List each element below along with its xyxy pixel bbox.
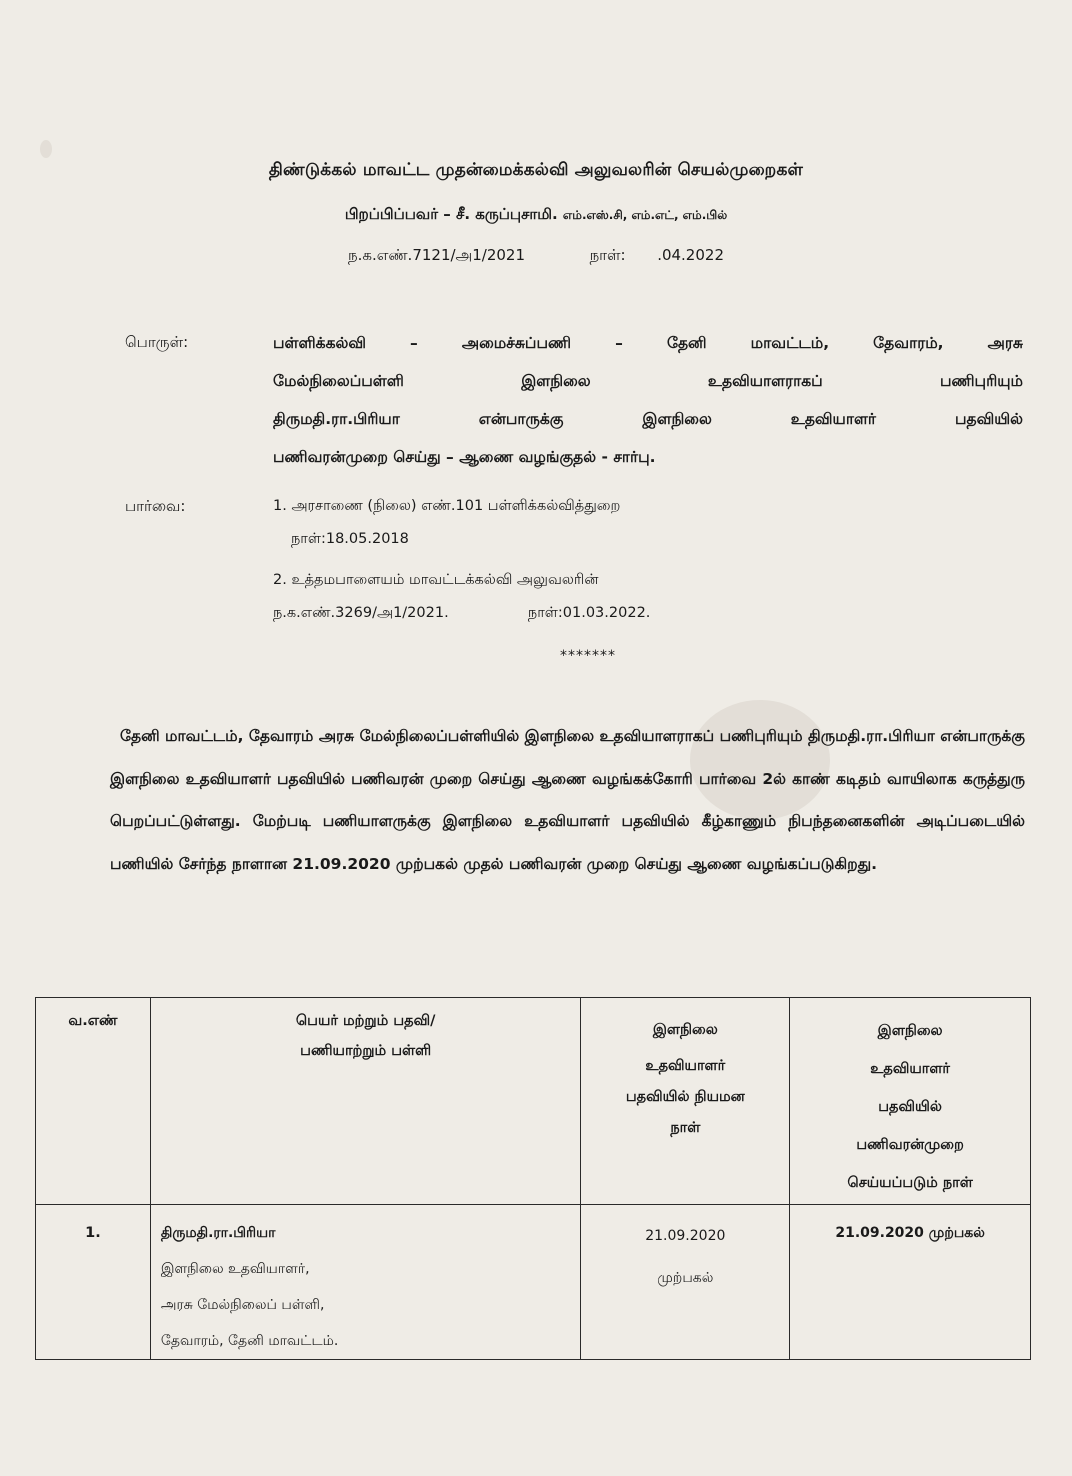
issuer-name: பிறப்பிப்பவர் – சீ. கருப்புசாமி. xyxy=(344,205,558,223)
subject-line: திருமதி.ரா.பிரியா என்பாருக்கு இளநிலை உதவியாளர் பதவியில் xyxy=(273,410,1023,428)
issuer-qualifications: எம்.எஸ்.சி, எம்.எட், எம்.பில் xyxy=(562,208,728,222)
header-regularisation-date: இளநிலை உதவியாளர் பதவியில் பணிவரன்முறை செய்யப்படும் நாள் xyxy=(790,998,1031,1205)
cell-name xyxy=(150,1205,581,1360)
issuer-line xyxy=(0,205,1072,225)
cell-appointment-date: 21.09.2020 முற்பகல் xyxy=(581,1205,790,1360)
reference-line xyxy=(0,246,1072,266)
subject-line: பள்ளிக்கல்வி – அமைச்சுப்பணி – தேனி மாவட்டம், தேவாரம், அரசு xyxy=(273,334,1023,352)
employee-school: அரசு மேல்நிலைப் பள்ளி, xyxy=(160,1297,325,1313)
reference-1: 1. அரசாணை (நிலை) எண்.101 பள்ளிக்கல்வித்துறை xyxy=(273,498,621,514)
date-label: நாள்: xyxy=(589,246,626,264)
paper-mark xyxy=(40,140,52,158)
date-value: .04.2022 xyxy=(657,246,724,264)
subject-line: பணிவரன்முறை செய்து – ஆணை வழங்குதல் - சார்பு. xyxy=(273,448,656,466)
subject-label: பொருள்: xyxy=(125,333,189,351)
reference-number: ந.க.எண்.7121/அ1/2021 xyxy=(348,246,525,264)
table-row xyxy=(36,1205,1031,1360)
cell-sno: 1. xyxy=(36,1205,151,1360)
reference-2: 2. உத்தமபாளையம் மாவட்டக்கல்வி அலுவலரின் xyxy=(273,572,599,588)
document-title: திண்டுக்கல் மாவட்ட முதன்மைக்கல்வி அலுவலரின் செயல்முறைகள் xyxy=(268,160,804,180)
employee-place: தேவாரம், தேனி மாவட்டம். xyxy=(160,1333,339,1349)
subject-text xyxy=(273,324,1023,476)
subject-line: மேல்நிலைப்பள்ளி இளநிலை உதவியாளராகப் பணிபுரியும் xyxy=(273,372,1023,390)
reference-2-date: நாள்:01.03.2022. xyxy=(527,605,651,621)
reference-2-number: ந.க.எண்.3269/அ1/2021. xyxy=(273,605,449,621)
header-appointment-date: இளநிலை உதவியாளர் பதவியில் நியமன நாள் xyxy=(581,998,790,1205)
references-text xyxy=(273,490,650,630)
reference-2-number-line xyxy=(273,597,650,630)
references-label: பார்வை: xyxy=(125,497,186,515)
body-paragraph: தேனி மாவட்டம், தேவாரம் அரசு மேல்நிலைப்பள்ளியில் இளநிலை உதவியாளராகப் பணிபுரியும் திருமதி.ரா.பிரியா என்பாருக்கு இளநிலை உதவியாளர் பதவியில் பணிவரன் முறை செய்து ஆணை வழங்கக்கோரி பார்வை 2ல் காண் கடிதம் வாயிலாக கருத்துரு பெறப்பட்டுள்ளது. மேற்படி பணியாளருக்கு இளநிலை உதவியாளர் பதவியில் கீழ்காணும் நிபந்தனைகளின் அடிப்படையில் பணியில் சேர்ந்த நாளான 21.09.2020 முற்பகல் முதல் பணிவரன் முறை செய்து ஆணை வழங்கப்படுகிறது. xyxy=(110,727,1025,873)
cell-regularisation-date: 21.09.2020 முற்பகல் xyxy=(790,1205,1031,1360)
header-name: பெயர் மற்றும் பதவி/ பணியாற்றும் பள்ளி xyxy=(150,998,581,1205)
reference-1-date: நாள்:18.05.2018 xyxy=(291,531,409,547)
table-header-row xyxy=(36,998,1031,1205)
regularisation-table xyxy=(35,997,1031,1360)
employee-name: திருமதி.ரா.பிரியா xyxy=(160,1225,276,1241)
separator: ******* xyxy=(560,648,616,664)
header-sno: வ.எண் xyxy=(36,998,151,1205)
employee-designation: இளநிலை உதவியாளர், xyxy=(160,1261,310,1277)
